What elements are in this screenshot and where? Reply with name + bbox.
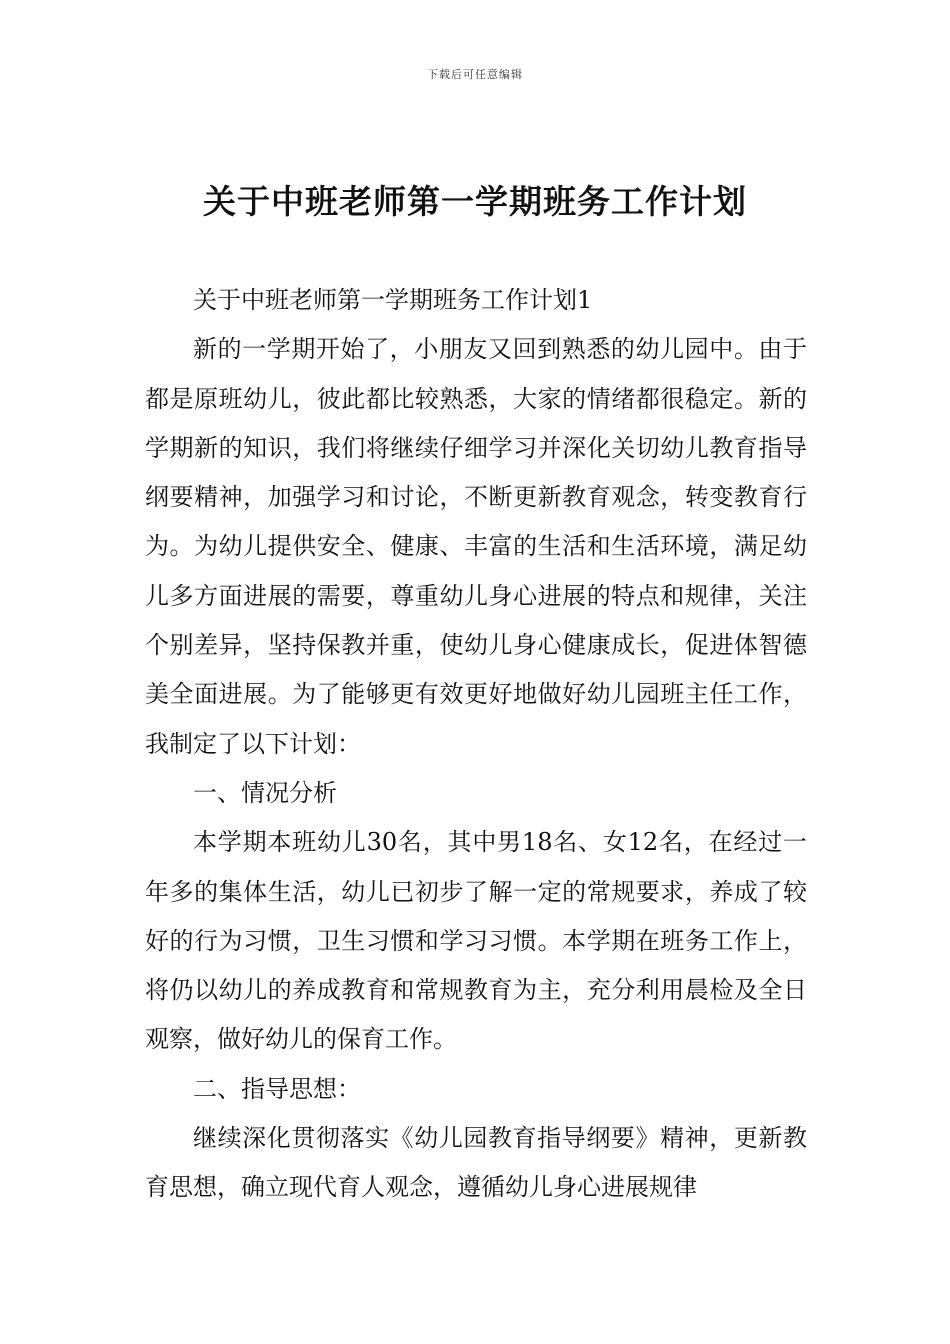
paragraph-situation: 本学期本班幼儿30名，其中男18名、女12名，在经过一年多的集体生活，幼儿已初步了解一定的常规要求，养成了较好的行为习惯，卫生习惯和学习习惯。本学期在班务工作上，将仍以幼儿的养成教育和常规教育为主，充分利用晨检及全日观察，做好幼儿的保育工作。 [145,828,807,1054]
header-note: 下载后可任意编辑 [427,68,523,81]
section-heading-situation: 一、情况分析 [193,778,337,807]
document-body [145,276,807,1213]
paragraph-guideline: 继续深化贯彻落实《幼儿园教育指导纲要》精神，更新教育思想，确立现代育人观念，遵循幼儿身心进展规律 [145,1124,807,1202]
section-heading-guideline: 二、指导思想： [193,1074,361,1103]
document-title: 关于中班老师第一学期班务工作计划 [203,182,747,221]
paragraph-subtitle: 关于中班老师第一学期班务工作计划1 [193,286,593,314]
paragraph-intro: 新的一学期开始了，小朋友又回到熟悉的幼儿园中。由于都是原班幼儿，彼此都比较熟悉，大家的情绪都很稳定。新的学期新的知识，我们将继续仔细学习并深化关切幼儿教育指导纲要精神，加强学习和讨论，不断更新教育观念，转变教育行为。为幼儿提供安全、健康、丰富的生活和生活环境，满足幼儿多方面进展的需要，尊重幼儿身心进展的特点和规律，关注个别差异，坚持保教并重，使幼儿身心健康成长，促进体智德美全面进展。为了能够更有效更好地做好幼儿园班主任工作，我制定了以下计划： [145,335,807,758]
